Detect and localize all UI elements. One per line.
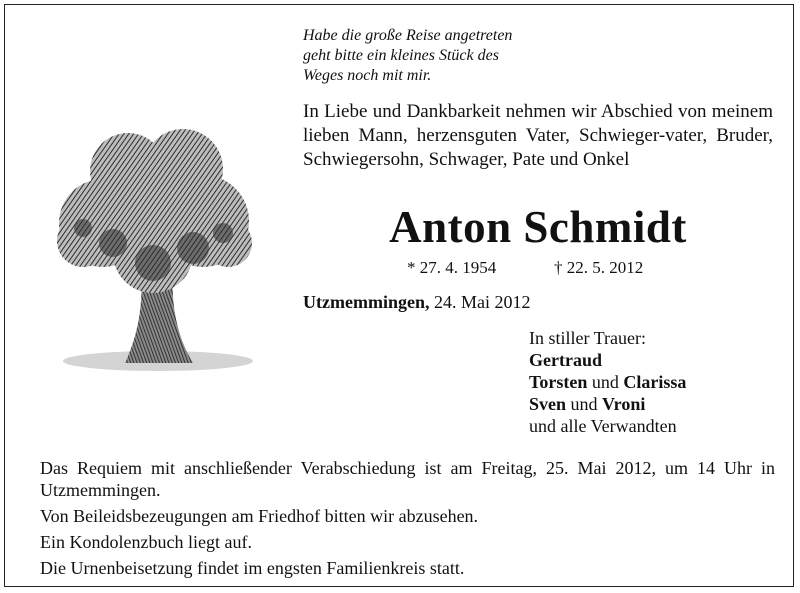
motto-line: geht bitte ein kleines Stück des [303,47,499,64]
conjunction: und [566,394,603,414]
mourner-name: Sven [529,394,567,414]
funeral-notes [40,457,775,579]
conjunction: und [587,372,624,392]
place: Utzmemmingen, [303,292,430,312]
burial-note: Die Urnenbeisetzung findet im engsten Familienkreis statt. [40,558,465,578]
motto-line: Habe die große Reise angetreten [303,27,513,44]
mourner-name: Gertraud [529,350,602,370]
mourners-block [529,327,686,437]
requiem-note: Das Requiem mit anschließender Verabschiedung ist am Freitag, 25. Mai 2012, um 14 Uhr in Utzmemmingen. [40,458,775,500]
motto-line: Weges noch mit mir. [303,67,432,84]
mourner-name: Clarissa [623,372,687,392]
obituary-notice [4,4,794,587]
mourner-line [529,371,686,393]
birth-date: * 27. 4. 1954 [407,258,497,277]
mourner-name: Torsten [529,372,588,392]
deceased-name: Anton Schmidt [389,202,687,252]
condolence-book-note: Ein Kondolenzbuch liegt auf. [40,532,252,552]
mourning-header: In stiller Trauer: [529,328,646,348]
farewell-text: In Liebe und Dankbarkeit nehmen wir Abschied von meinem lieben Mann, herzensguten Vater, Schwieger-vater, Bruder, Schwiegersohn, Schwager, Pate und Onkel [303,101,773,170]
relatives-line: und alle Verwandten [529,416,677,436]
mourner-line [529,393,686,415]
tree-icon [43,123,263,383]
death-date: † 22. 5. 2012 [554,258,644,277]
condolence-note: Von Beileidsbezeugungen am Friedhof bitten wir abzusehen. [40,506,479,526]
notice-date: 24. Mai 2012 [429,292,531,312]
mourner-name: Vroni [602,394,646,414]
place-and-date [303,291,530,313]
motto-verse [303,26,512,86]
